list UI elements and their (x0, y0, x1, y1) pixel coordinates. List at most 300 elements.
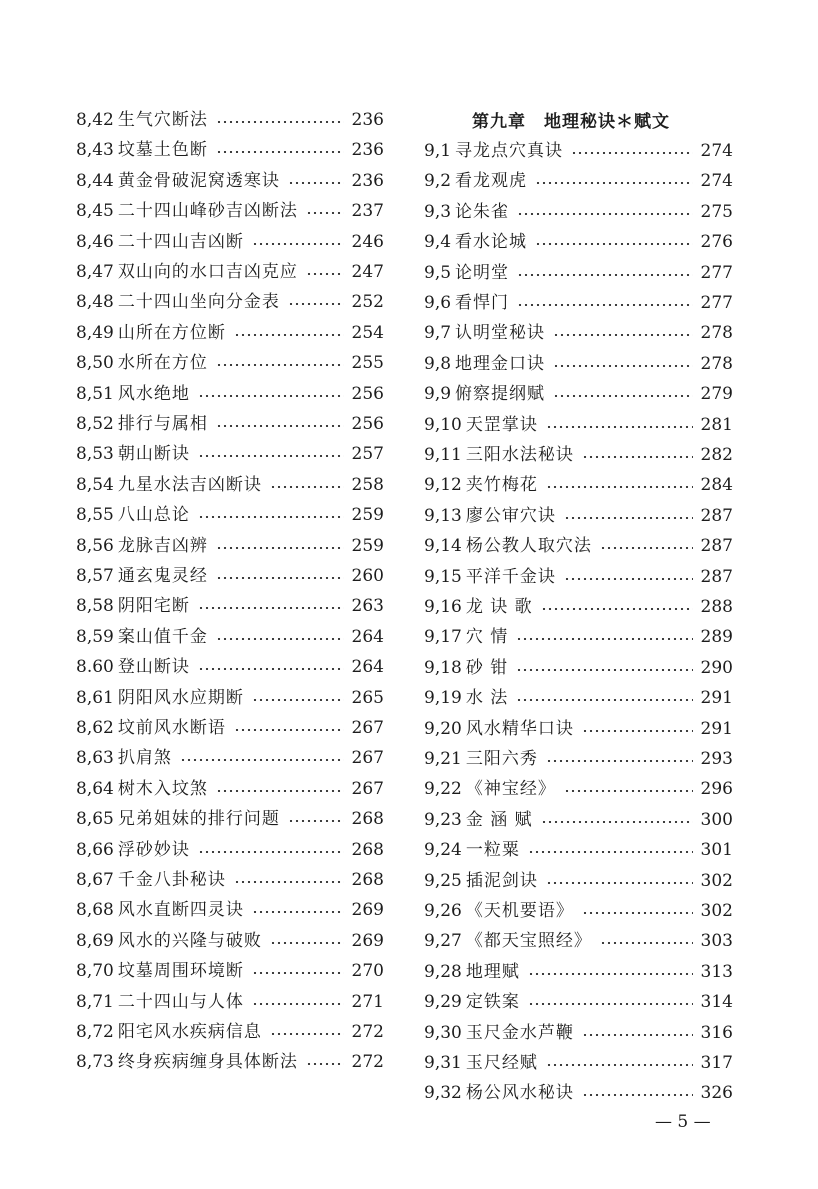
entry-page: 287 (700, 536, 733, 557)
entry-page: 287 (700, 566, 733, 587)
toc-entry (76, 1018, 384, 1046)
toc-entry (76, 167, 384, 195)
entry-page: 264 (351, 626, 384, 647)
entry-number: 9,30 (424, 1022, 462, 1043)
entry-page: 264 (351, 657, 384, 678)
entry-title: 看悍门 (455, 293, 510, 313)
dot-leader (180, 759, 344, 761)
dot-leader (198, 516, 344, 518)
toc-entry (76, 744, 384, 772)
toc-entry (76, 562, 384, 590)
dot-leader (528, 973, 693, 975)
entry-page: 277 (700, 262, 733, 283)
entry-number: 8,58 (76, 596, 114, 617)
toc-entry (424, 167, 733, 195)
dot-leader (252, 699, 344, 701)
entry-page: 268 (351, 809, 384, 830)
entry-page: 269 (351, 900, 384, 921)
entry-page: 270 (351, 961, 384, 982)
dot-leader (216, 364, 344, 366)
entry-page: 246 (351, 231, 384, 252)
entry-page: 237 (351, 201, 384, 222)
entry-title: 平洋千金诀 (465, 566, 556, 587)
entry-title: 二十四山峰砂吉凶断法 (117, 201, 298, 222)
toc-entry (76, 471, 384, 499)
entry-number: 9,21 (424, 749, 462, 769)
chapter-heading (472, 107, 670, 132)
toc-entry (76, 349, 384, 377)
entry-title: 九星水法吉凶断诀 (117, 474, 262, 495)
entry-number: 8,63 (76, 748, 114, 769)
entry-page: 287 (700, 505, 733, 526)
toc-entry (424, 532, 733, 560)
entry-page: 288 (700, 597, 733, 617)
dot-leader (517, 213, 693, 215)
entry-number: 9,25 (424, 870, 462, 891)
entry-page: 268 (351, 839, 384, 860)
entry-number: 8,48 (76, 292, 114, 313)
entry-page: 258 (351, 474, 384, 495)
entry-page: 275 (700, 201, 733, 222)
dot-leader (553, 365, 693, 367)
entry-title: 终身疾病缠身具体断法 (117, 1052, 298, 1073)
dot-leader (535, 243, 693, 245)
dot-leader (582, 1094, 693, 1096)
entry-page: 236 (351, 170, 384, 191)
entry-title: 水 法 (465, 688, 509, 709)
entry-title: 兄弟姐妹的排行问题 (117, 809, 280, 830)
entry-title: 二十四山吉凶断 (117, 231, 244, 252)
entry-page: 284 (700, 475, 733, 496)
toc-entry (424, 897, 733, 925)
entry-page: 259 (351, 535, 384, 556)
dot-leader (564, 578, 693, 580)
dot-leader (564, 517, 693, 519)
entry-number: 9,26 (424, 901, 462, 921)
entry-number: 8,46 (76, 231, 114, 252)
toc-entry (76, 136, 384, 164)
entry-page: 263 (351, 596, 384, 617)
toc-entry (76, 501, 384, 529)
toc-entry (76, 896, 384, 924)
entry-page: 267 (351, 718, 384, 738)
dot-leader (270, 486, 344, 488)
dot-leader (582, 912, 693, 914)
dot-leader (306, 273, 344, 275)
entry-title: 通玄鬼灵经 (117, 566, 208, 586)
entry-number: 9,11 (424, 445, 462, 465)
dot-leader (288, 820, 344, 822)
entry-title: 杨公风水秘诀 (465, 1083, 574, 1104)
page-number: — 5 — (655, 1112, 711, 1132)
dot-leader (546, 486, 693, 488)
toc-entry (76, 380, 384, 408)
entry-page: 278 (700, 323, 733, 344)
dot-leader (553, 334, 693, 336)
entry-number: 8,45 (76, 201, 114, 222)
entry-title: 八山总论 (117, 505, 190, 526)
entry-title: 《都天宝照经》 (465, 931, 592, 952)
entry-page: 326 (700, 1083, 733, 1104)
entry-title: 定铁案 (465, 992, 520, 1013)
entry-number: 8,47 (76, 262, 114, 282)
entry-title: 玉尺经赋 (465, 1053, 538, 1073)
entry-title: 认明堂秘诀 (455, 323, 546, 344)
entry-page: 303 (700, 931, 733, 952)
entry-number: 8,55 (76, 505, 114, 526)
dot-leader (216, 425, 344, 427)
entry-page: 302 (700, 901, 733, 921)
entry-number: 8,71 (76, 991, 114, 1012)
entry-title: 三阳六秀 (465, 749, 538, 769)
dot-leader (516, 699, 692, 701)
entry-page: 256 (351, 383, 384, 404)
dot-leader (541, 608, 693, 610)
toc-entry (76, 927, 384, 955)
dot-leader (571, 152, 693, 154)
entry-number: 8,66 (76, 839, 114, 860)
toc-entry (424, 1079, 733, 1107)
entry-number: 8,43 (76, 140, 114, 161)
toc-entry (424, 775, 733, 803)
entry-number: 9,22 (424, 779, 462, 800)
dot-leader (252, 1003, 344, 1005)
toc-entry (424, 319, 733, 347)
dot-leader (216, 547, 344, 549)
toc-entry (76, 836, 384, 864)
toc-entry (76, 988, 384, 1016)
entry-page: 314 (700, 992, 733, 1013)
toc-entry (76, 258, 384, 286)
entry-page: 300 (700, 809, 733, 830)
entry-title: 俯察提纲赋 (455, 384, 546, 405)
entry-title: 天罡掌诀 (465, 414, 538, 435)
toc-entry (424, 623, 733, 651)
entry-title: 二十四山坐向分金表 (117, 292, 280, 313)
entry-page: 301 (700, 840, 733, 861)
toc-entry (424, 411, 733, 439)
entry-number: 9,20 (424, 718, 462, 739)
entry-title: 论朱雀 (455, 201, 510, 222)
entry-number: 8,67 (76, 870, 114, 890)
entry-number: 8,65 (76, 809, 114, 830)
entry-page: 255 (351, 353, 384, 374)
entry-number: 9,28 (424, 961, 462, 982)
entry-number: 9,14 (424, 536, 462, 557)
dot-leader (234, 881, 344, 883)
entry-number: 9,18 (424, 657, 462, 678)
toc-entry (76, 1048, 384, 1076)
entry-number: 8,70 (76, 961, 114, 982)
entry-page: 269 (351, 930, 384, 951)
entry-number: 8,73 (76, 1052, 114, 1073)
toc-entry (76, 866, 384, 894)
toc-entry (76, 197, 384, 225)
entry-title: 穴 情 (465, 627, 509, 648)
entry-page: 313 (700, 961, 733, 982)
entry-title: 《天机要语》 (465, 901, 574, 921)
entry-title: 地理赋 (465, 961, 520, 982)
dot-leader (198, 851, 344, 853)
toc-entry (76, 319, 384, 347)
toc-entry (424, 563, 733, 591)
entry-page: 291 (700, 718, 733, 739)
dot-leader (252, 243, 344, 245)
entry-title: 风水绝地 (117, 383, 190, 404)
entry-title: 坟墓周围环境断 (117, 961, 244, 982)
entry-number: 9,4 (424, 232, 452, 253)
toc-entry (424, 593, 733, 621)
entry-title: 扒肩煞 (117, 748, 172, 769)
entry-title: 阴阳宅断 (117, 596, 190, 617)
entry-title: 排行与属相 (117, 414, 208, 434)
entry-page: 265 (351, 687, 384, 708)
dot-leader (528, 1003, 693, 1005)
toc-entry (424, 745, 733, 773)
dot-leader (535, 182, 693, 184)
toc-entry (424, 259, 733, 287)
dot-leader (270, 1033, 344, 1035)
dot-leader (306, 1063, 344, 1065)
dot-leader (553, 395, 693, 397)
toc-entry (76, 775, 384, 803)
entry-number: 9,13 (424, 505, 462, 526)
entry-page: 272 (351, 1052, 384, 1073)
entry-title: 夹竹梅花 (465, 475, 538, 496)
entry-number: 8,50 (76, 353, 114, 374)
dot-leader (198, 607, 344, 609)
entry-number: 8,64 (76, 778, 114, 799)
entry-title: 看龙观虎 (455, 171, 528, 192)
dot-leader (517, 274, 693, 276)
entry-page: 276 (700, 232, 733, 253)
entry-page: 291 (700, 688, 733, 709)
dot-leader (198, 668, 344, 670)
dot-leader (546, 426, 693, 428)
dot-leader (216, 121, 344, 123)
entry-page: 259 (351, 505, 384, 526)
entry-title: 水所在方位 (117, 353, 208, 374)
entry-title: 树木入坟煞 (117, 778, 208, 799)
entry-number: 8,62 (76, 718, 114, 738)
toc-entry (424, 958, 733, 986)
dot-leader (564, 790, 693, 792)
dot-leader (582, 456, 693, 458)
entry-number: 8,54 (76, 474, 114, 495)
dot-leader (528, 851, 693, 853)
dot-leader (198, 395, 344, 397)
entry-title: 金 涵 赋 (465, 809, 533, 830)
toc-entry (424, 806, 733, 834)
dot-leader (252, 911, 344, 913)
entry-number: 8,56 (76, 535, 114, 556)
entry-number: 8,59 (76, 626, 114, 647)
toc-entry (76, 623, 384, 651)
dot-leader (216, 151, 344, 153)
toc-entry (424, 654, 733, 682)
toc-entry (424, 198, 733, 226)
entry-title: 插泥剑诀 (465, 870, 538, 891)
entry-title: 二十四山与人体 (117, 991, 244, 1012)
entry-number: 9,32 (424, 1083, 462, 1104)
entry-page: 290 (700, 657, 733, 678)
entry-number: 9,10 (424, 414, 462, 435)
entry-page: 256 (351, 414, 384, 434)
entry-number: 9,9 (424, 384, 452, 405)
entry-title: 千金八卦秘诀 (117, 870, 226, 890)
entry-title: 风水的兴隆与破败 (117, 930, 262, 951)
entry-number: 9,15 (424, 566, 462, 587)
dot-leader (546, 882, 693, 884)
entry-title: 地理金口诀 (455, 353, 546, 374)
entry-page: 271 (351, 991, 384, 1012)
entry-page: 274 (700, 171, 733, 192)
entry-title: 论明堂 (455, 262, 510, 283)
entry-title: 龙脉吉凶辨 (117, 535, 208, 556)
entry-page: 278 (700, 353, 733, 374)
toc-entry (76, 410, 384, 438)
entry-title: 登山断诀 (117, 657, 190, 678)
toc-entry (76, 228, 384, 256)
toc-entry (424, 502, 733, 530)
entry-title: 寻龙点穴真诀 (455, 141, 564, 161)
dot-leader (582, 1034, 693, 1036)
toc-entry (76, 957, 384, 985)
dot-leader (306, 212, 344, 214)
entry-page: 236 (351, 140, 384, 161)
dot-leader (252, 972, 344, 974)
entry-title: 三阳水法秘诀 (465, 445, 574, 465)
entry-page: 260 (351, 566, 384, 586)
entry-title: 玉尺金水芦鞭 (465, 1022, 574, 1043)
toc-entry (424, 1049, 733, 1077)
entry-page: 267 (351, 748, 384, 769)
toc-entry (424, 836, 733, 864)
entry-title: 廖公审穴诀 (465, 505, 556, 526)
entry-title: 一粒粟 (465, 840, 520, 861)
dot-leader (541, 821, 693, 823)
dot-leader (516, 638, 692, 640)
entry-number: 8,53 (76, 444, 114, 465)
entry-number: 8,52 (76, 414, 114, 434)
toc-entry (424, 715, 733, 743)
toc-entry (424, 867, 733, 895)
entry-page: 267 (351, 778, 384, 799)
entry-title: 生气穴断法 (117, 110, 208, 130)
toc-entry (424, 350, 733, 378)
entry-page: 281 (700, 414, 733, 435)
entry-title: 风水直断四灵诀 (117, 900, 244, 921)
entry-number: 9,2 (424, 171, 452, 192)
entry-number: 9,27 (424, 931, 462, 952)
entry-page: 293 (700, 749, 733, 769)
entry-number: 8,72 (76, 1022, 114, 1042)
chapter-title: 地理秘诀＊赋文 (544, 112, 670, 132)
entry-title: 坟前风水断语 (117, 718, 226, 738)
dot-leader (216, 790, 344, 792)
entry-title: 杨公教人取穴法 (465, 536, 592, 557)
toc-entry (76, 714, 384, 742)
entry-number: 8,42 (76, 110, 114, 130)
entry-number: 9,12 (424, 475, 462, 496)
dot-leader (288, 182, 344, 184)
dot-leader (582, 730, 693, 732)
entry-number: 9,1 (424, 141, 452, 161)
entry-page: 268 (351, 870, 384, 890)
entry-title: 坟墓土色断 (117, 140, 208, 161)
dot-leader (600, 547, 693, 549)
toc-entry (424, 1019, 733, 1047)
entry-page: 302 (700, 870, 733, 891)
dot-leader (270, 942, 344, 944)
dot-leader (234, 729, 344, 731)
entry-number: 9,16 (424, 597, 462, 617)
entry-number: 9,3 (424, 201, 452, 222)
entry-number: 8,69 (76, 930, 114, 951)
entry-title: 龙 诀 歌 (465, 597, 533, 617)
toc-entry (76, 805, 384, 833)
toc-entry (424, 289, 733, 317)
entry-number: 8,57 (76, 566, 114, 586)
toc-entry (424, 988, 733, 1016)
entry-number: 8.60 (76, 657, 114, 678)
toc-entry (424, 471, 733, 499)
entry-number: 9,29 (424, 992, 462, 1013)
entry-number: 9,24 (424, 840, 462, 861)
entry-number: 9,7 (424, 323, 452, 344)
dot-leader (198, 455, 344, 457)
entry-page: 272 (351, 1022, 384, 1042)
toc-entry (76, 653, 384, 681)
entry-number: 9,23 (424, 809, 462, 830)
entry-title: 看水论城 (455, 232, 528, 253)
toc-entry (424, 927, 733, 955)
entry-page: 257 (351, 444, 384, 465)
entry-number: 8,68 (76, 900, 114, 921)
entry-page: 317 (700, 1053, 733, 1073)
toc-entry (76, 684, 384, 712)
dot-leader (516, 669, 692, 671)
entry-page: 236 (351, 110, 384, 130)
dot-leader (288, 303, 344, 305)
entry-page: 316 (700, 1022, 733, 1043)
entry-number: 8,51 (76, 383, 114, 404)
toc-entry (424, 228, 733, 256)
dot-leader (517, 304, 693, 306)
dot-leader (216, 638, 344, 640)
dot-leader (234, 334, 344, 336)
entry-page: 279 (700, 384, 733, 405)
entry-title: 案山值千金 (117, 626, 208, 647)
entry-page: 252 (351, 292, 384, 313)
entry-page: 254 (351, 322, 384, 343)
entry-page: 282 (700, 445, 733, 465)
dot-leader (546, 760, 693, 762)
entry-number: 9,19 (424, 688, 462, 709)
entry-number: 8,61 (76, 687, 114, 708)
toc-entry (424, 441, 733, 469)
entry-page: 296 (700, 779, 733, 800)
toc-entry (424, 137, 733, 165)
entry-number: 9,8 (424, 353, 452, 374)
entry-number: 9,6 (424, 293, 452, 313)
entry-title: 朝山断诀 (117, 444, 190, 465)
toc-entry (76, 106, 384, 134)
entry-number: 9,31 (424, 1053, 462, 1073)
toc-entry (424, 684, 733, 712)
entry-page: 289 (700, 627, 733, 648)
entry-title: 《神宝经》 (465, 779, 556, 800)
